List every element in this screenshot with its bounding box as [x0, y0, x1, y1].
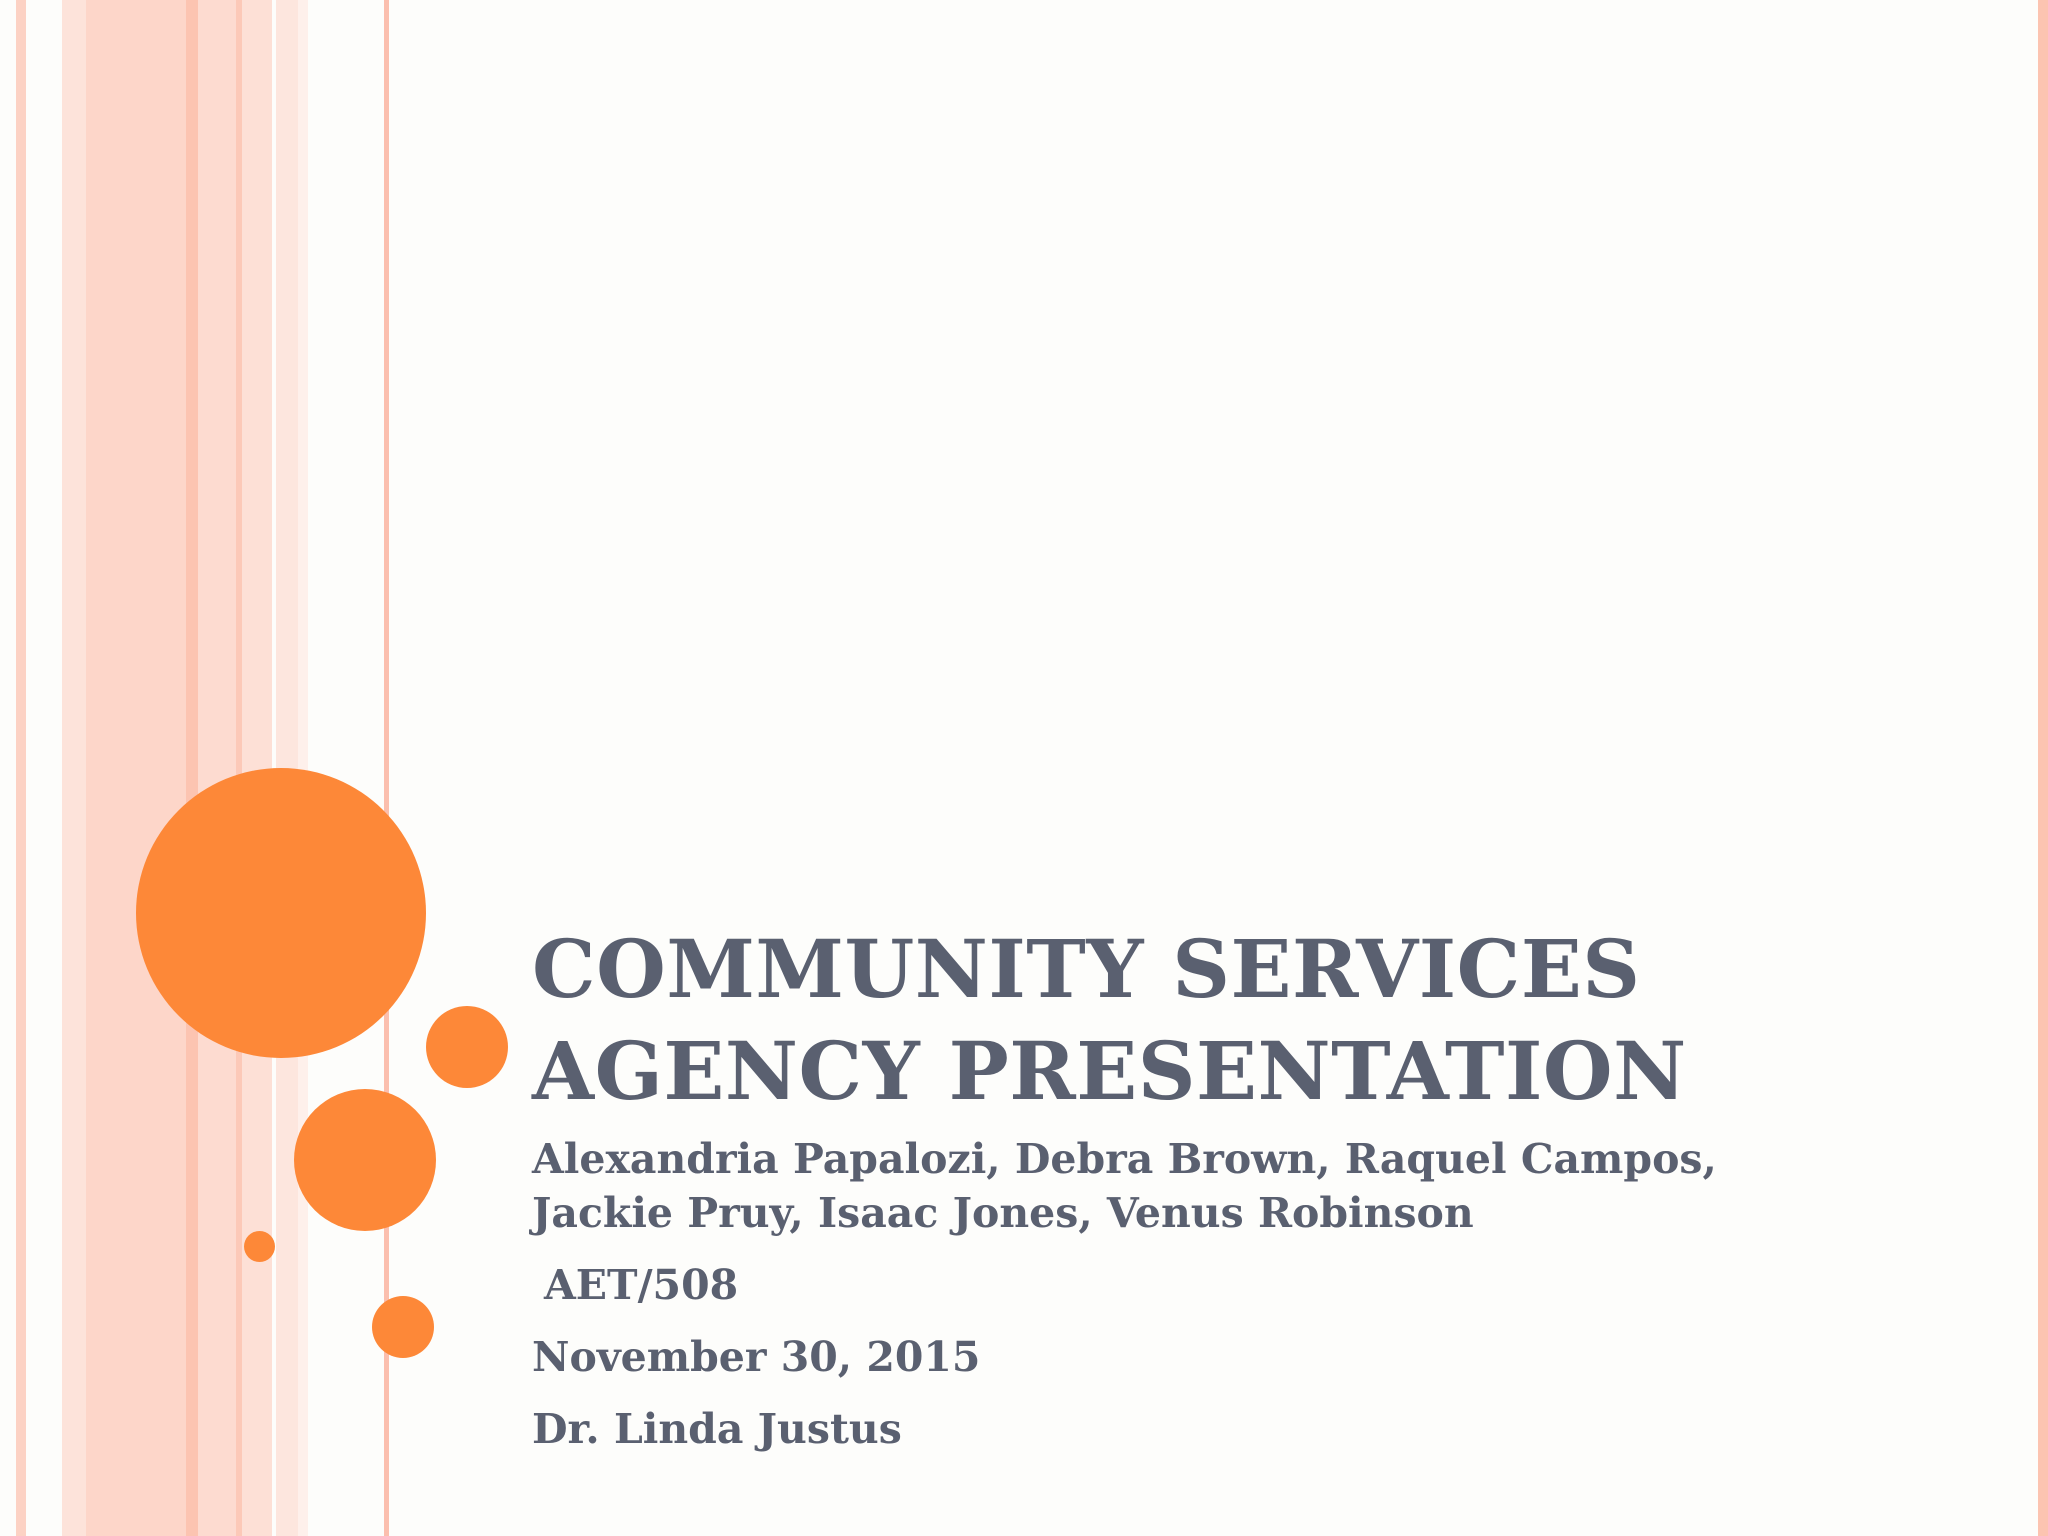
slide-title-line-2: AGENCY PRESENTATION — [532, 1024, 1687, 1118]
authors-line-1: Alexandria Papalozi, Debra Brown, Raquel Campos, — [532, 1135, 1717, 1183]
stripe-decoration — [16, 0, 26, 1536]
slide-title — [532, 918, 1932, 1122]
instructor-name: Dr. Linda Justus — [532, 1405, 902, 1453]
stripe-decoration — [298, 0, 308, 1536]
stripe-decoration — [186, 0, 198, 1536]
presentation-date: November 30, 2015 — [532, 1333, 981, 1381]
medium-circle-decoration — [426, 1006, 508, 1088]
stripe-decoration — [86, 0, 186, 1536]
small-circle-decoration — [244, 1231, 275, 1262]
small-circle-decoration — [372, 1296, 434, 1358]
course-code: AET/508 — [544, 1261, 739, 1309]
slide-title-line-1: COMMUNITY SERVICES — [532, 922, 1641, 1016]
stripe-decoration — [2038, 0, 2048, 1536]
stripe-decoration — [198, 0, 236, 1536]
stripe-decoration — [62, 0, 86, 1536]
authors-line-2: Jackie Pruy, Isaac Jones, Venus Robinson — [532, 1189, 1474, 1237]
medium-circle-decoration — [294, 1089, 436, 1231]
large-circle-decoration — [136, 768, 426, 1058]
